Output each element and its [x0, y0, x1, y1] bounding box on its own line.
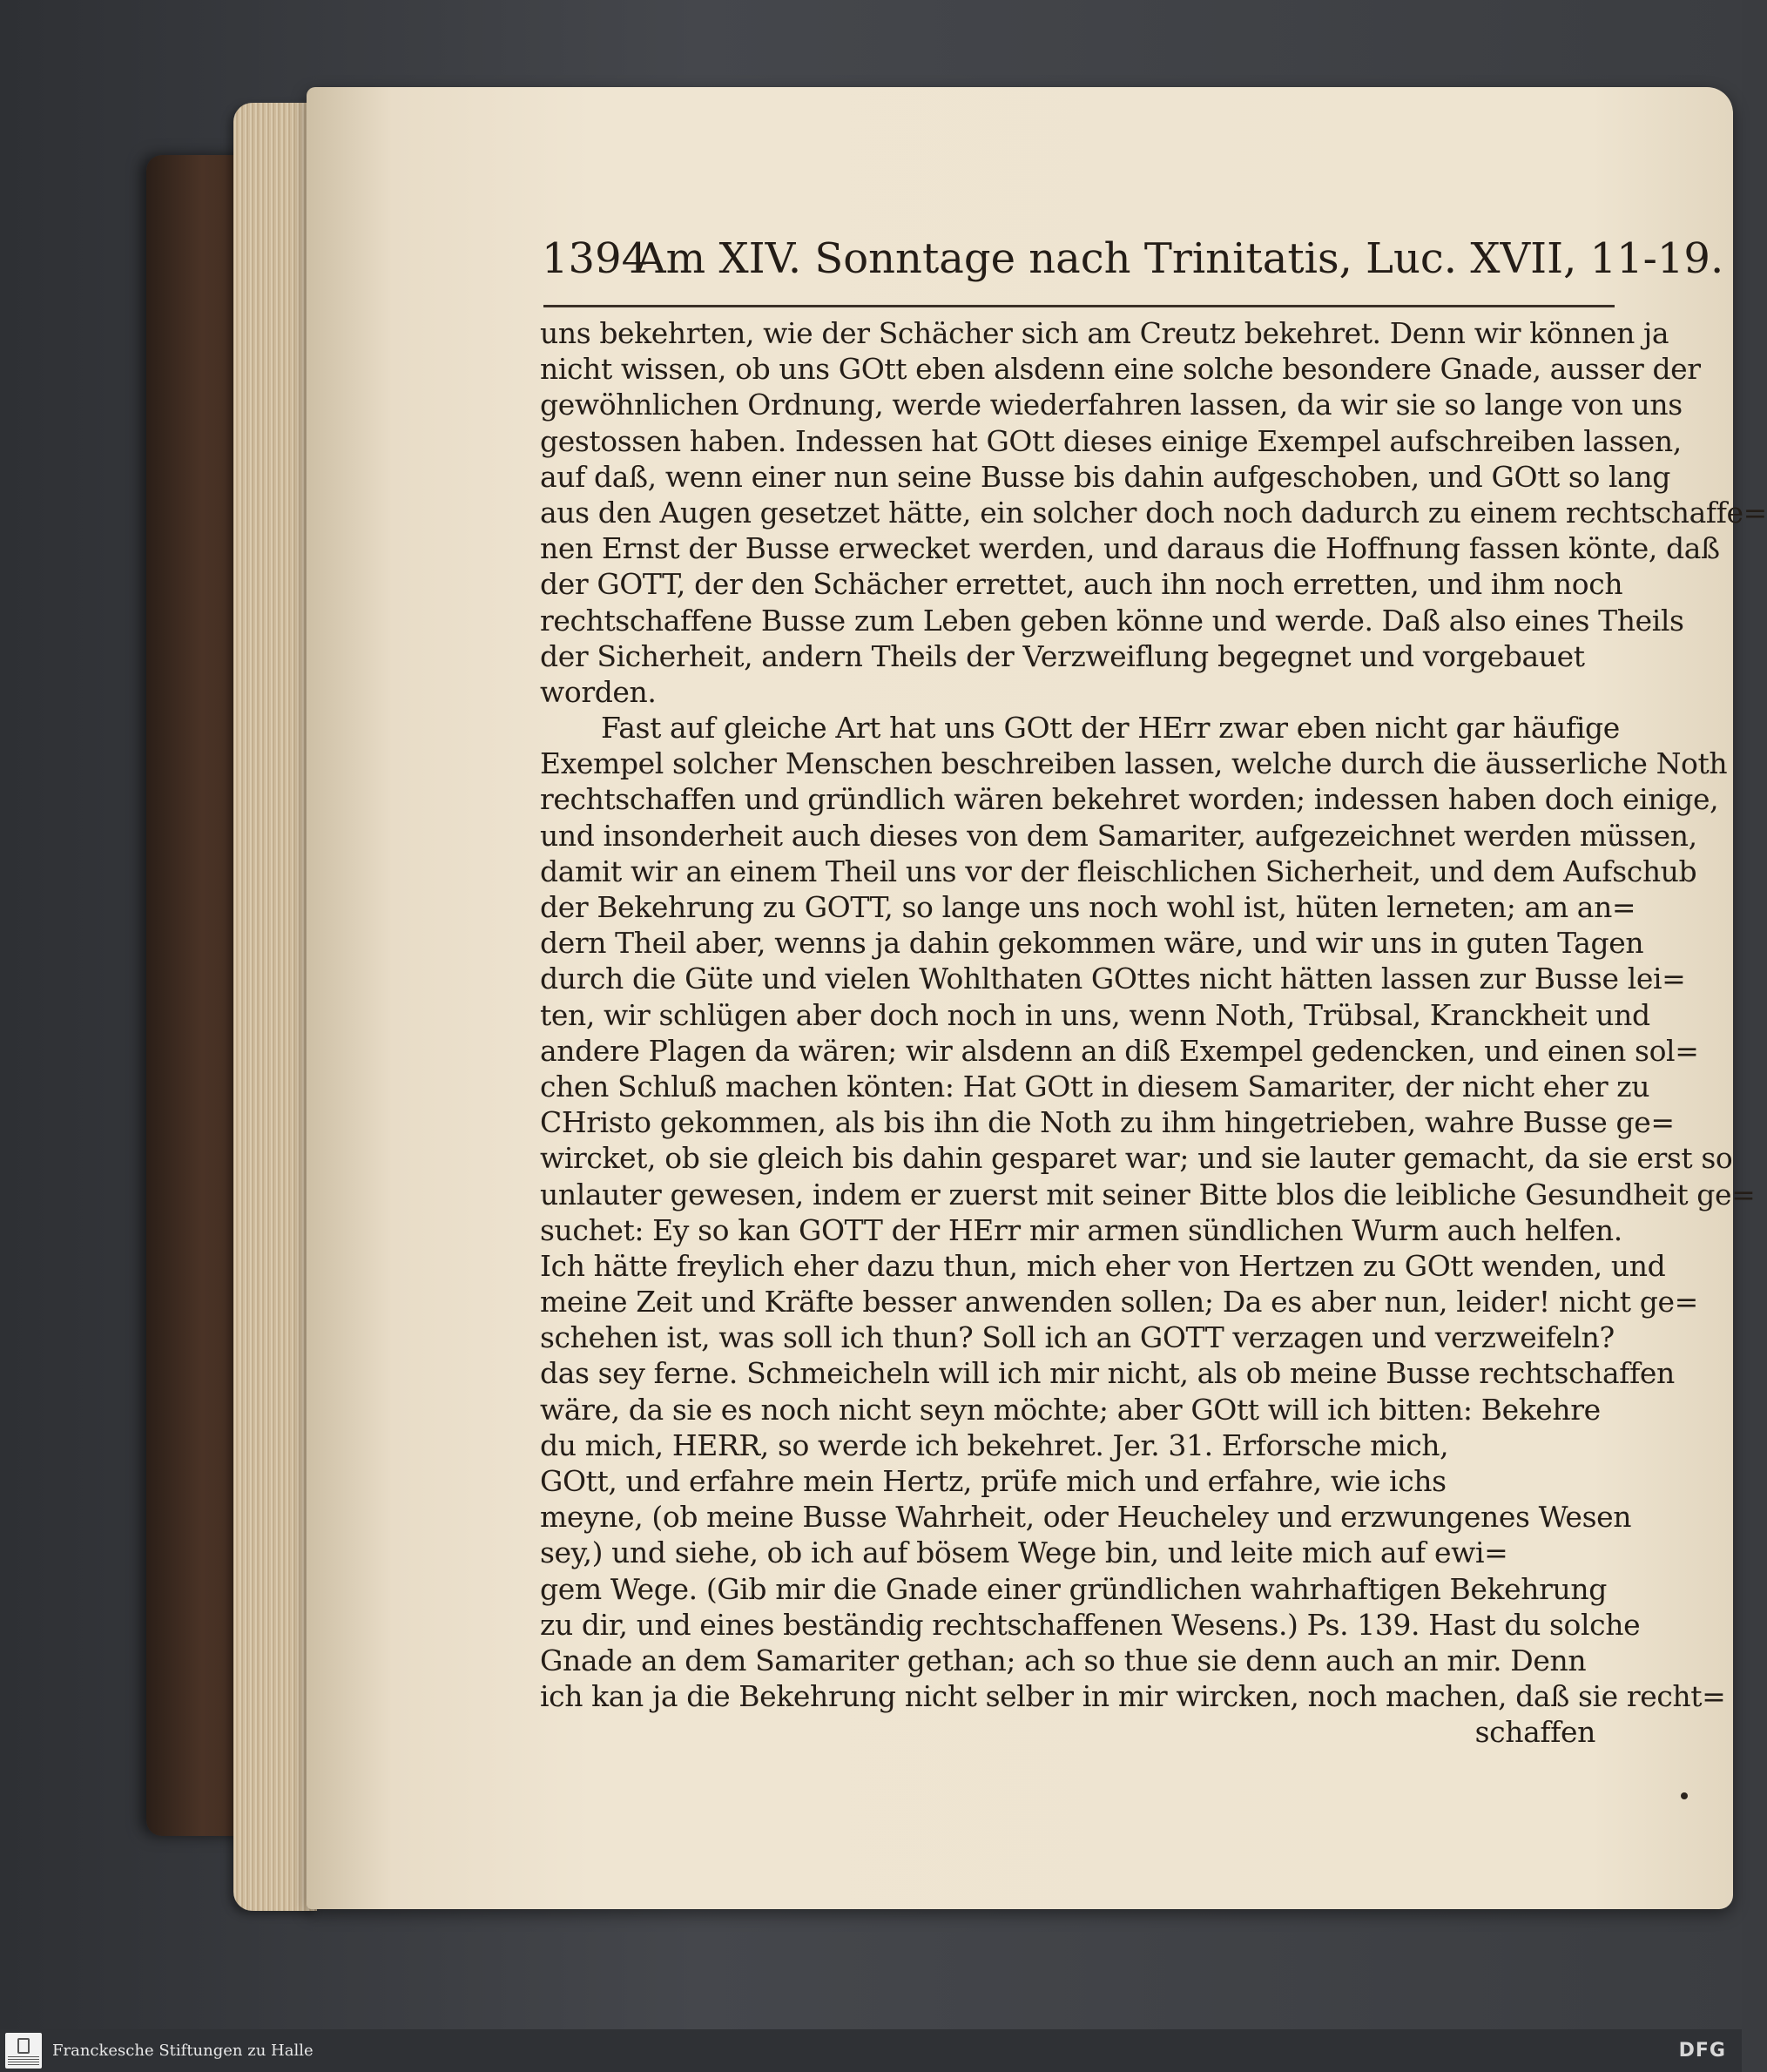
text-line: dern Theil aber, wenns ja dahin gekommen wäre, und wir uns in guten Tagen [540, 926, 1644, 961]
page-header [542, 225, 1724, 293]
text-line: andere Plagen da wären; wir alsdenn an diß Exempel gedencken, und einen sol= [540, 1033, 1699, 1068]
text-line: damit wir an einem Theil uns vor der fleischlichen Sicherheit, und dem Aufschub [540, 854, 1697, 888]
running-head: Am XIV. Sonntage nach Trinitatis, Luc. XVII, 11-19. [636, 234, 1724, 283]
text-line: Exempel solcher Menschen beschreiben lassen, welche durch die äusserliche Noth [540, 746, 1728, 781]
text-line: schehen ist, was soll ich thun? Soll ich an GOTT verzagen und verzweifeln? [540, 1320, 1615, 1355]
text-line: du mich, HERR, so werde ich bekehret. Jer. 31. Erforsche mich, [540, 1427, 1449, 1462]
page-edges [233, 103, 317, 1911]
institution-name[interactable]: Franckesche Stiftungen zu Halle [52, 2042, 314, 2060]
text-line: ich kan ja die Bekehrung nicht selber in mir wircken, noch machen, daß sie recht= [540, 1679, 1726, 1714]
text-line: ten, wir schlügen aber doch noch in uns, wenn Noth, Trübsal, Kranckheit und [540, 997, 1650, 1032]
text-line: wircket, ob sie gleich bis dahin gesparet war; und sie lauter gemacht, da sie erst so [540, 1141, 1733, 1176]
text-line: der Bekehrung zu GOTT, so lange uns noch wohl ist, hüten lerneten; am an= [540, 890, 1636, 924]
text-line: gestossen haben. Indessen hat GOtt dieses einige Exempel aufschreiben lassen, [540, 423, 1682, 458]
paragraph-start-line: Fast auf gleiche Art hat uns GOtt der HErr zwar eben nicht gar häufige [601, 711, 1620, 746]
text-line: gem Wege. (Gib mir die Gnade einer gründlichen wahrhaftigen Bekehrung [540, 1571, 1607, 1606]
text-line: GOtt, und erfahre mein Hertz, prüfe mich und erfahre, wie ichs [540, 1464, 1447, 1498]
text-line: nen Ernst der Busse erwecket werden, und daraus die Hoffnung fassen könte, daß [540, 531, 1720, 566]
text-line: zu dir, und eines beständig rechtschaffenen Wesens.) Ps. 139. Hast du solche [540, 1607, 1641, 1642]
logo-lettering [8, 2056, 39, 2065]
dfg-logo[interactable]: DFG [1678, 2040, 1726, 2062]
text-line: und insonderheit auch dieses von dem Samariter, aufgezeichnet werden müssen, [540, 818, 1697, 853]
text-line: suchet: Ey so kan GOTT der HErr mir armen sündlichen Wurm auch helfen. [540, 1212, 1622, 1247]
catchword: schaffen [1474, 1715, 1595, 1750]
text-line: chen Schluß machen könten: Hat GOtt in diesem Samariter, der nicht eher zu [540, 1069, 1650, 1103]
header-rule [543, 305, 1615, 307]
institution-logo[interactable] [5, 2033, 42, 2069]
text-line: meine Zeit und Kräfte besser anwenden sollen; Da es aber nun, leider! nicht ge= [540, 1285, 1698, 1319]
text-line: meyne, (ob meine Busse Wahrheit, oder Heucheley und erzwungenes Wesen [540, 1500, 1632, 1535]
text-line: auf daß, wenn einer nun seine Busse bis dahin aufgeschoben, und GOtt so lang [540, 459, 1671, 494]
text-line: wäre, da sie es noch nicht seyn möchte; aber GOtt will ich bitten: Bekehre [540, 1392, 1601, 1427]
text-line: worden. [540, 674, 657, 709]
viewer-footer [0, 2029, 1742, 2072]
text-line: rechtschaffene Busse zum Leben geben könne und werde. Daß also eines Theils [540, 603, 1684, 638]
page-number: 1394 [542, 234, 649, 283]
text-line: sey,) und siehe, ob ich auf bösem Wege bin, und leite mich auf ewi= [540, 1535, 1508, 1570]
text-line: nicht wissen, ob uns GOtt eben alsdenn eine solche besondere Gnade, ausser der [540, 352, 1701, 387]
text-line: der GOTT, der den Schächer errettet, auch ihn noch erretten, und ihm noch [540, 567, 1623, 602]
text-line: Ich hätte freylich eher dazu thun, mich eher von Hertzen zu GOtt wenden, und [540, 1248, 1666, 1283]
ink-dot [1681, 1792, 1688, 1799]
text-line: gewöhnlichen Ordnung, werde wiederfahren lassen, da wir sie so lange von uns [540, 388, 1683, 422]
text-line: das sey ferne. Schmeicheln will ich mir nicht, als ob meine Busse rechtschaffen [540, 1356, 1675, 1391]
text-line: rechtschaffen und gründlich wären bekehret worden; indessen haben doch einige, [540, 782, 1719, 817]
building-icon [17, 2038, 30, 2054]
text-line: aus den Augen gesetzet hätte, ein solcher doch noch dadurch zu einem rechtschaffe= [540, 495, 1767, 530]
text-line: durch die Güte und vielen Wohlthaten GOttes nicht hätten lassen zur Busse lei= [540, 962, 1686, 996]
text-line: uns bekehrten, wie der Schächer sich am Creutz bekehret. Denn wir können ja [540, 316, 1669, 350]
text-line: Gnade an dem Samariter gethan; ach so thue sie denn auch an mir. Denn [540, 1643, 1587, 1677]
text-line: CHristo gekommen, als bis ihn die Noth zu ihm hingetrieben, wahre Busse ge= [540, 1105, 1675, 1140]
text-line: unlauter gewesen, indem er zuerst mit seiner Bitte blos die leibliche Gesundheit ge= [540, 1177, 1756, 1211]
page-body [540, 315, 1767, 1751]
text-line: der Sicherheit, andern Theils der Verzweiflung begegnet und vorgebauet [540, 638, 1585, 673]
